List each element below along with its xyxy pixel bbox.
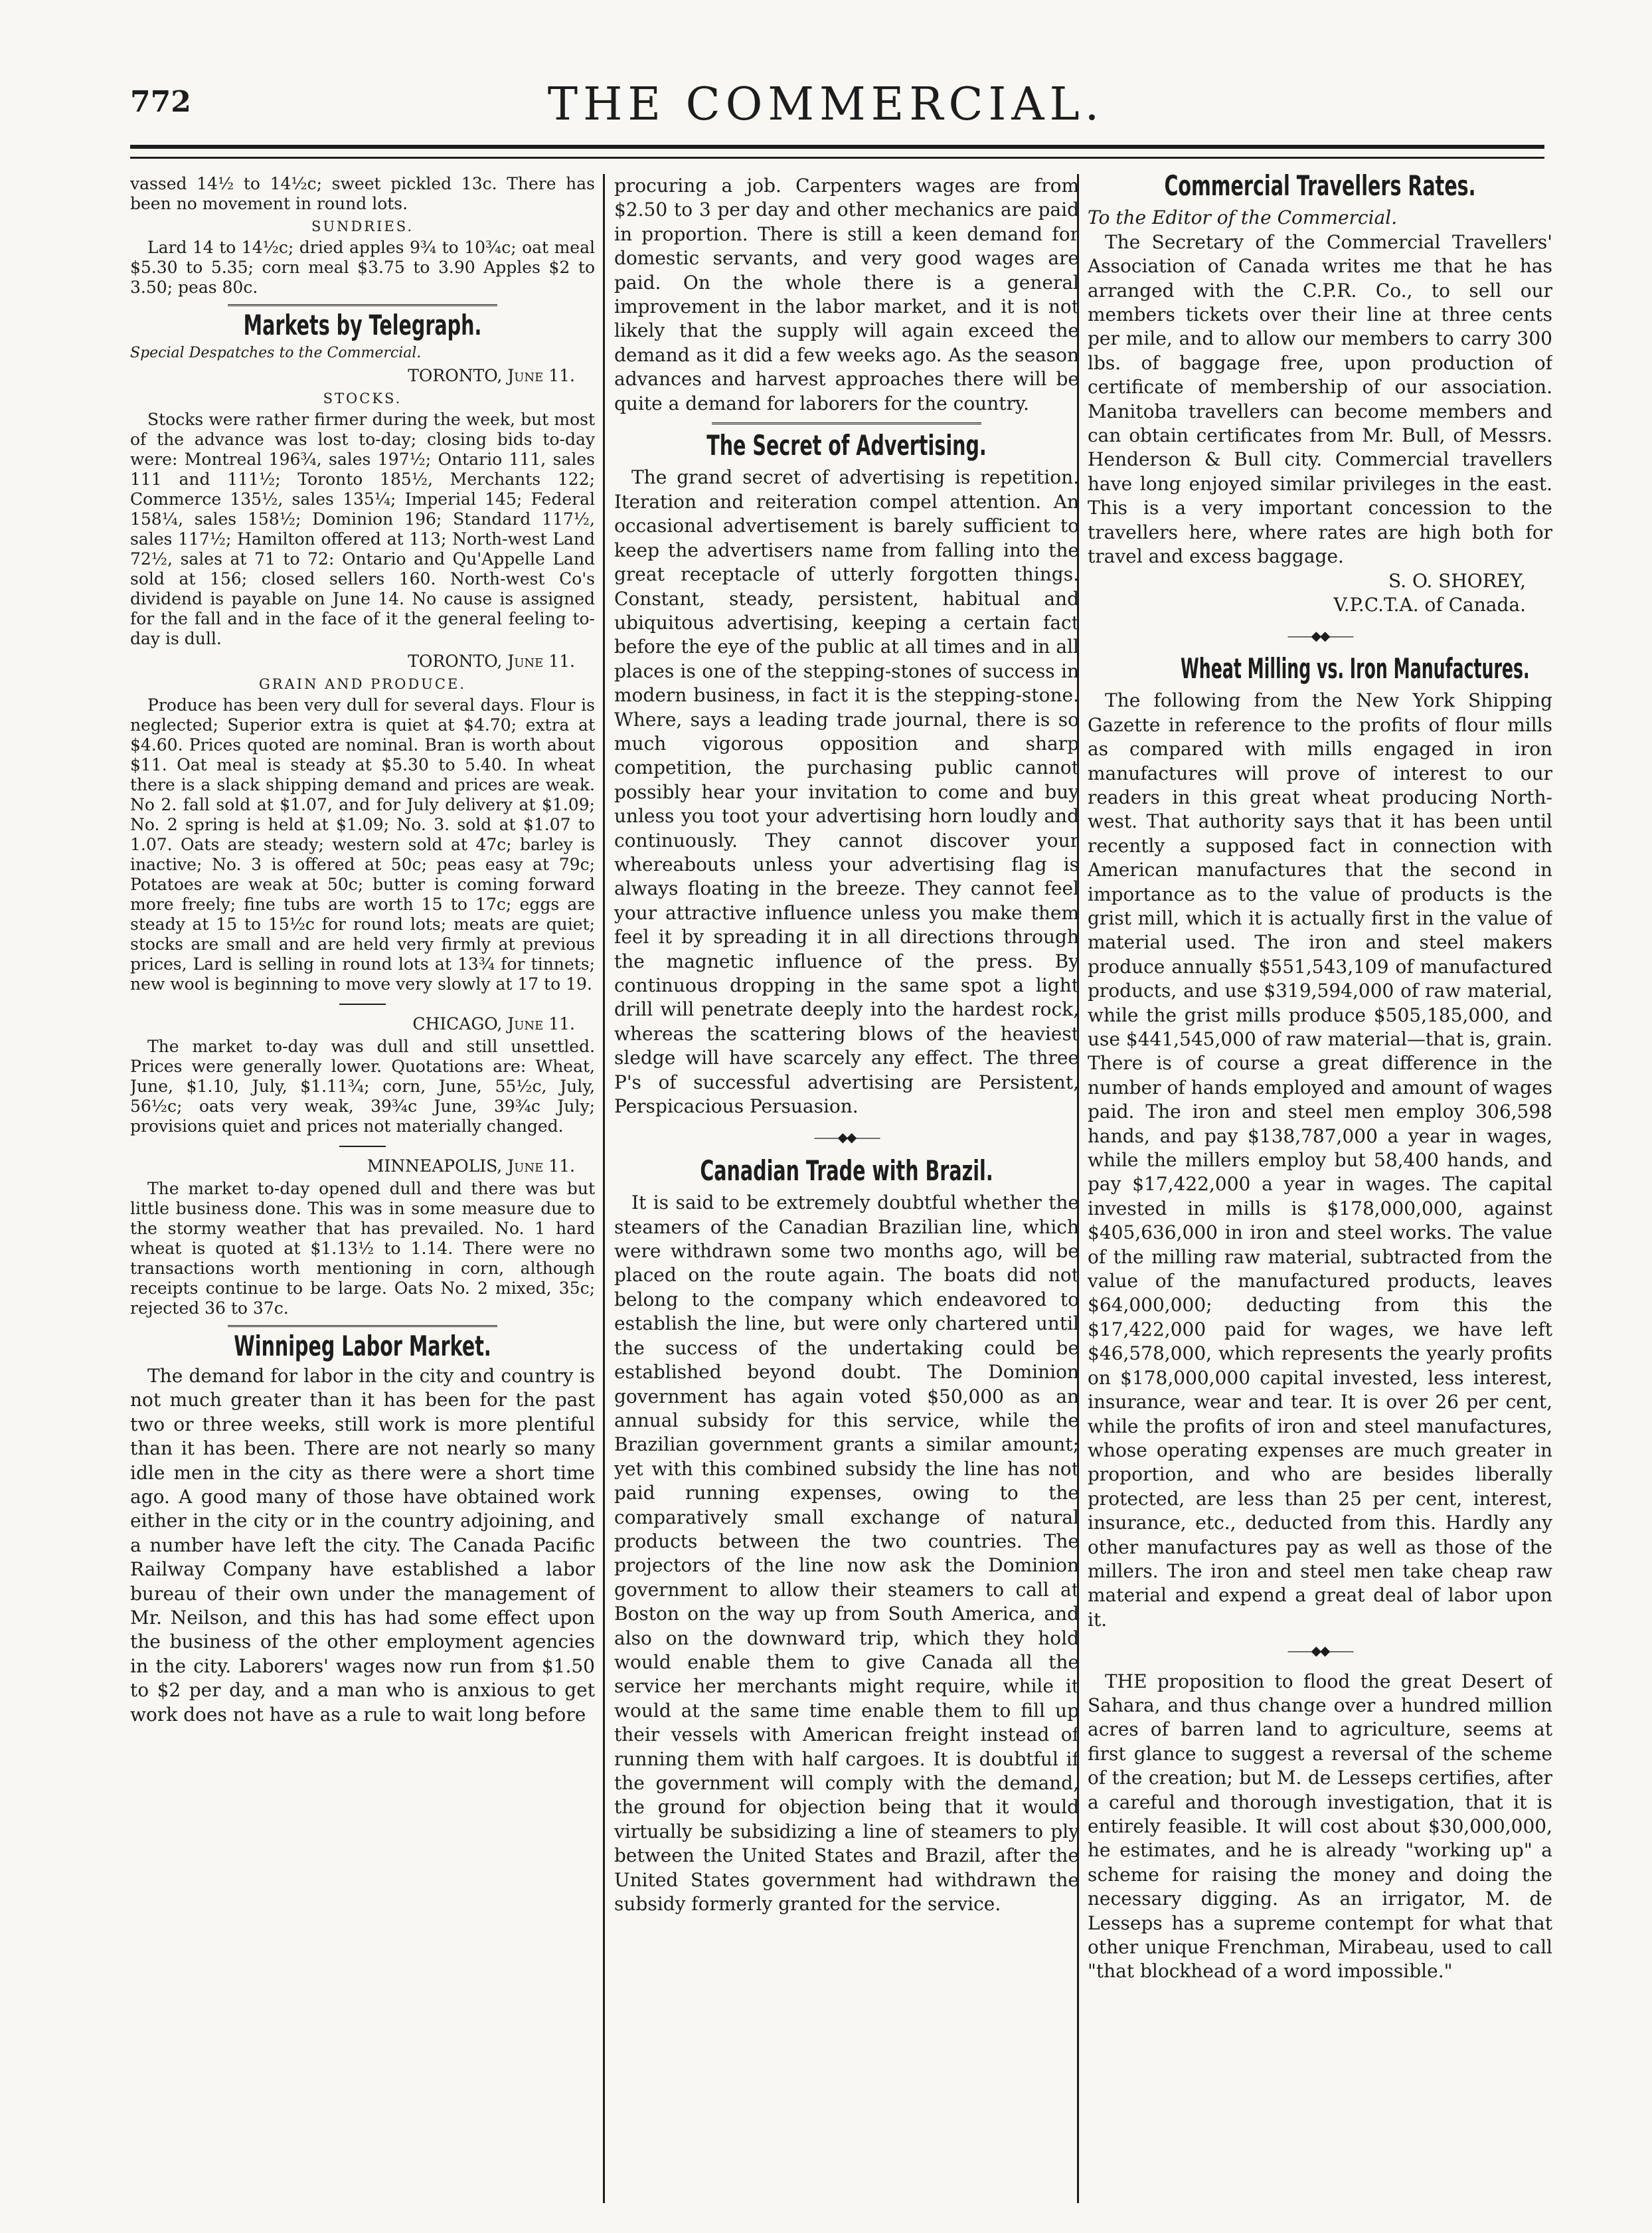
article-text: The market to-day was dull and still unsettled. Prices were generally lower. Quotations are: Wheat, June, $1.10, July, $1.11¾; corn, June, 55½c, July, 56½c; oats very weak, 39¾c June, 39¾c July; provisions quiet and prices not materially changed. [130,1037,595,1136]
section-subheading: GRAIN AND PRODUCE. [259,676,466,692]
header-rule-thin [130,157,1544,159]
article-headline: Canadian Trade with Brazil. [700,1154,993,1187]
column-1 [130,174,595,2206]
article-text: Produce has been very dull for several days. Flour is neglected; Superior extra is quiet at $4.70; extra at $4.60. Prices quoted are nominal. Bran is worth about $11. Oat meal is steady at $5.30 to 5.40. In wheat there is a slack shipping demand and prices are weak. No 2. fall sold at $1.07, and for July delivery at $1.09; No. 2 spring is held at $1.09; No. 3. sold at $1.07 to 1.07. Oats are steady; western sold at 47c; barley is inactive; No. 3 is offered at 50c; peas easy at 79c; Potatoes are weak at 50c; butter is coming forward more freely; fine tubs are worth 15 to 17c; eggs are steady at 15 to 15½c for round lots; meats are quiet; stocks are small and are held very firmly at previous prices, Lard is selling in round lots at 13¾ for tinnets; new wool is beginning to move very slowly at 17 to 19. [130,695,595,994]
lead-in: THE [1105,1670,1147,1692]
divider [339,1004,386,1005]
column-2 [614,174,1079,2206]
section-subheading: SUNDRIES. [311,219,414,234]
dateline: CHICAGO, June 11. [412,1014,575,1033]
ornament-divider: ——◆◆—— [1287,1643,1353,1659]
dateline: MINNEAPOLIS, June 11. [367,1156,575,1176]
article-headline: Commercial Travellers Rates. [1164,174,1476,202]
masthead: THE COMMERCIAL. [547,78,1105,131]
article-text: The demand for labor in the city and country is not much greater than it has been for the past two or three weeks, still work is more plentiful than it has been. There are not nearly so many idle men in the city as there were a short time ago. A good many of those have obtained work either in the city or in the country adjoining, and a number have left the city. The Canada Pacific Railway Company have established a labor bureau of their own under the management of Mr. Neilson, and this has had some effect upon the business of the other employment agencies in the city. Laborers' wages now run from $1.50 to $2 per day, and a man who is anxious to get work does not have as a rule to wait long before [130,1365,595,1726]
signature-title: V.P.C.T.A. of Canada. [1333,593,1526,616]
article-body: proposition to flood the great Desert of Sahara, and thus change over a hundred million acres of barren land to agriculture, seems at first glance to suggest a reversal of the scheme of the creation; but M. de Lesseps certifies, after a careful and thorough investigation, that it is entirely feasible. It will cost about $30,000,000, he estimates, and he is already "working up" a scheme for raising the money and doing the necessary digging. As an irrigator, M. de Lesseps has a supreme contempt for what that other unique Frenchman, Mirabeau, used to call "that blockhead of a word impossible." [1088,1670,1552,1983]
byline: Special Despatches to the Commercial. [130,345,422,361]
column-separator [603,174,605,2203]
column-3 [1088,174,1552,2206]
salutation: To the Editor of the Commercial. [1088,207,1398,229]
divider [339,1146,386,1147]
article-text: Stocks were rather firmer during the week, but most of the advance was lost to-day; closing bids to-day were: Montreal 196¾, sales 197½; Ontario 111, sales 111 and 111½; Toronto 185½, Merchants 122; Commerce 135½, sales 135¼; Imperial 145; Federal 158¼, sales 158½; Dominion 196; Standard 117½, sales 117½; Hamilton offered at 113; North-west Land 72½, sales at 71 to 72: Ontario and Qu'Appelle Land sold at 156; closed sellers 160. North-west Co's dividend is payable on June 14. No cause is assigned for the fall and in the face of it the general feeling to-day is dull. [130,410,595,648]
article-headline: Wheat Milling vs. Iron Manufactures. [1181,652,1530,685]
article-text: The market to-day opened dull and there was but little business done. This was in some measure due to the stormy weather that has prevailed. No. 1 hard wheat is quoted at $1.13½ to 1.14. There were no transactions worth mentioning in corn, although receipts continue to be large. Oats No. 2 mixed, 35c; rejected 36 to 37c. [130,1179,595,1318]
section-rule [712,422,981,424]
signature-name: S. O. SHOREY, [1388,569,1526,592]
article-text: The following from the New York Shipping Gazette in reference to the profits of flour mills as compared with mills engaged in iron manufactures will prove of interest to our readers in this great wheat producing North-west. That authority says that it has been until recently a supposed fact in connection with American manufactures that the second in importance as to the value of products is the grist mill, which it is actually first in the value of material used. The iron and steel makers produce annually $551,543,109 of manufactured products, and use $319,594,000 of raw material, while the grist mills produce $505,185,000, and use $441,545,000 of raw material—that is, grain. There is of course a great difference in the number of hands employed and amount of wages paid. The iron and steel men employ 306,598 hands, and pay $138,787,000 a year in wages, while the millers employ but 58,400 hands, and pay $17,422,000 a year in wages. The capital invested in mills is $178,000,000, against $405,636,000 in iron and steel works. The value of the milling raw material, subtracted from the value of the manufactured products, leaves $64,000,000; deducting from this the $17,422,000 paid for wages, we have left $46,578,000, which represents the yearly profits on $178,000,000 capital invested, less interest, insurance, wear and tear. It is over 26 per cent, while the profits of iron and steel manufactures, whose operating expenses are much greater in proportion, and who are besides liberally protected, are less than 25 per cent, interest, insurance, etc., deducted from this. Hardly any other manufactures pay as well as those of the millers. The iron and steel men take cheap raw material and expend a great deal of labor upon it. [1088,689,1552,1631]
article-text: The grand secret of advertising is repetition. Iteration and reiteration compel attention. An occasional advertisement is barely sufficient to keep the advertisers name from falling into the great receptacle of utterly forgotten things. Constant, steady, persistent, habitual and ubiquitous advertising, keeping a certain fact before the eye of the public at all times and in all places is one of the stepping-stones of success in modern business, in fact it is the stepping-stone. Where, says a leading trade journal, there is so much vigorous opposition and sharp competition, the purchasing public cannot possibly hear your invitation to come and buy unless you toot your advertising horn loudly and continuously. They cannot discover your whereabouts unless your advertising flag is always floating in the breeze. They cannot feel your attractive influence unless you make them feel it by spreading it in all directions through the magnetic influence of the press. By continuous dropping in the same spot a light drill will penetrate deeply into the hardest rock, whereas the scattering blows of the heaviest sledge will have scarcely any effect. The three P's of successful advertising are Persistent, Perspicacious Persuasion. [614,466,1079,1118]
article-text: Lard 14 to 14½c; dried apples 9¾ to 10¾c; oat meal $5.30 to 5.35; corn meal $3.75 to 3.90 Apples $2 to 3.50; peas 80c. [130,238,595,297]
article-headline: The Secret of Advertising. [706,429,987,462]
dateline: TORONTO, June 11. [408,652,575,671]
article-text: procuring a job. Carpenters wages are from $2.50 to 3 per day and other mechanics are paid in proportion. There is still a keen demand for domestic servants, and very good wages are paid. On the whole there is a general improvement in the labor market, and it is not likely that the supply will again exceed the demand as it did a few weeks ago. As the season advances and harvest approaches there will be quite a demand for laborers for the country. [614,175,1079,414]
article-headline: Markets by Telegraph. [243,309,482,341]
ornament-divider: ——◆◆—— [1287,627,1353,644]
ornament-divider: ——◆◆—— [813,1129,880,1146]
header-rule-thick [130,145,1544,149]
section-subheading: STOCKS. [323,391,402,406]
article-text: It is said to be extremely doubtful whether the steamers of the Canadian Brazilian line, which were withdrawn some two months ago, will be placed on the route again. The boats did not belong to the company which endeavored to establish the line, but were only chartered until the success of the undertaking could be established beyond doubt. The Dominion government has again voted $50,000 as an annual subsidy for this service, while the Brazilian government grants a similar amount; yet with this combined subsidy the line has not paid running expenses, owing to the comparatively small exchange of natural products between the two countries. The projectors of the line now ask the Dominion government to allow their steamers to call at Boston on the way up from South America, and also on the downward trip, which they hold would enable them to give Canada all the service her merchants might require, while it would at the same time enable them to fill up their vessels with American freight instead of running them with half cargoes. It is doubtful if the government will comply with the demand, the ground for objection being that it would virtually be subsidizing a line of steamers to ply between the United States and Brazil, after the United States government had withdrawn the subsidy formerly granted for the service. [614,1192,1079,1916]
article-text [1088,1670,1552,1984]
section-rule [228,1325,497,1327]
dateline: TORONTO, June 11. [408,366,575,385]
section-rule [228,304,497,306]
article-text: The Secretary of the Commercial Travellers' Association of Canada writes me that he has arranged with the C.P.R. Co., to sell our members tickets over their line at three cents per mile, and to allow our members to carry 300 lbs. of baggage free, upon production of certificate of membership of our association. Manitoba travellers can become members and can obtain certificates from Mr. Bull, of Messrs. Henderson & Bull city. Commercial travellers have long enjoyed similar privileges in the east. This is a very important concession to the travellers here, where rates are high both for travel and excess baggage. [1088,230,1552,568]
article-text: vassed 14½ to 14½c; sweet pickled 13c. There has been no movement in round lots. [130,174,595,213]
page-number: 772 [130,85,191,119]
article-headline: Winnipeg Labor Market. [234,1330,491,1362]
